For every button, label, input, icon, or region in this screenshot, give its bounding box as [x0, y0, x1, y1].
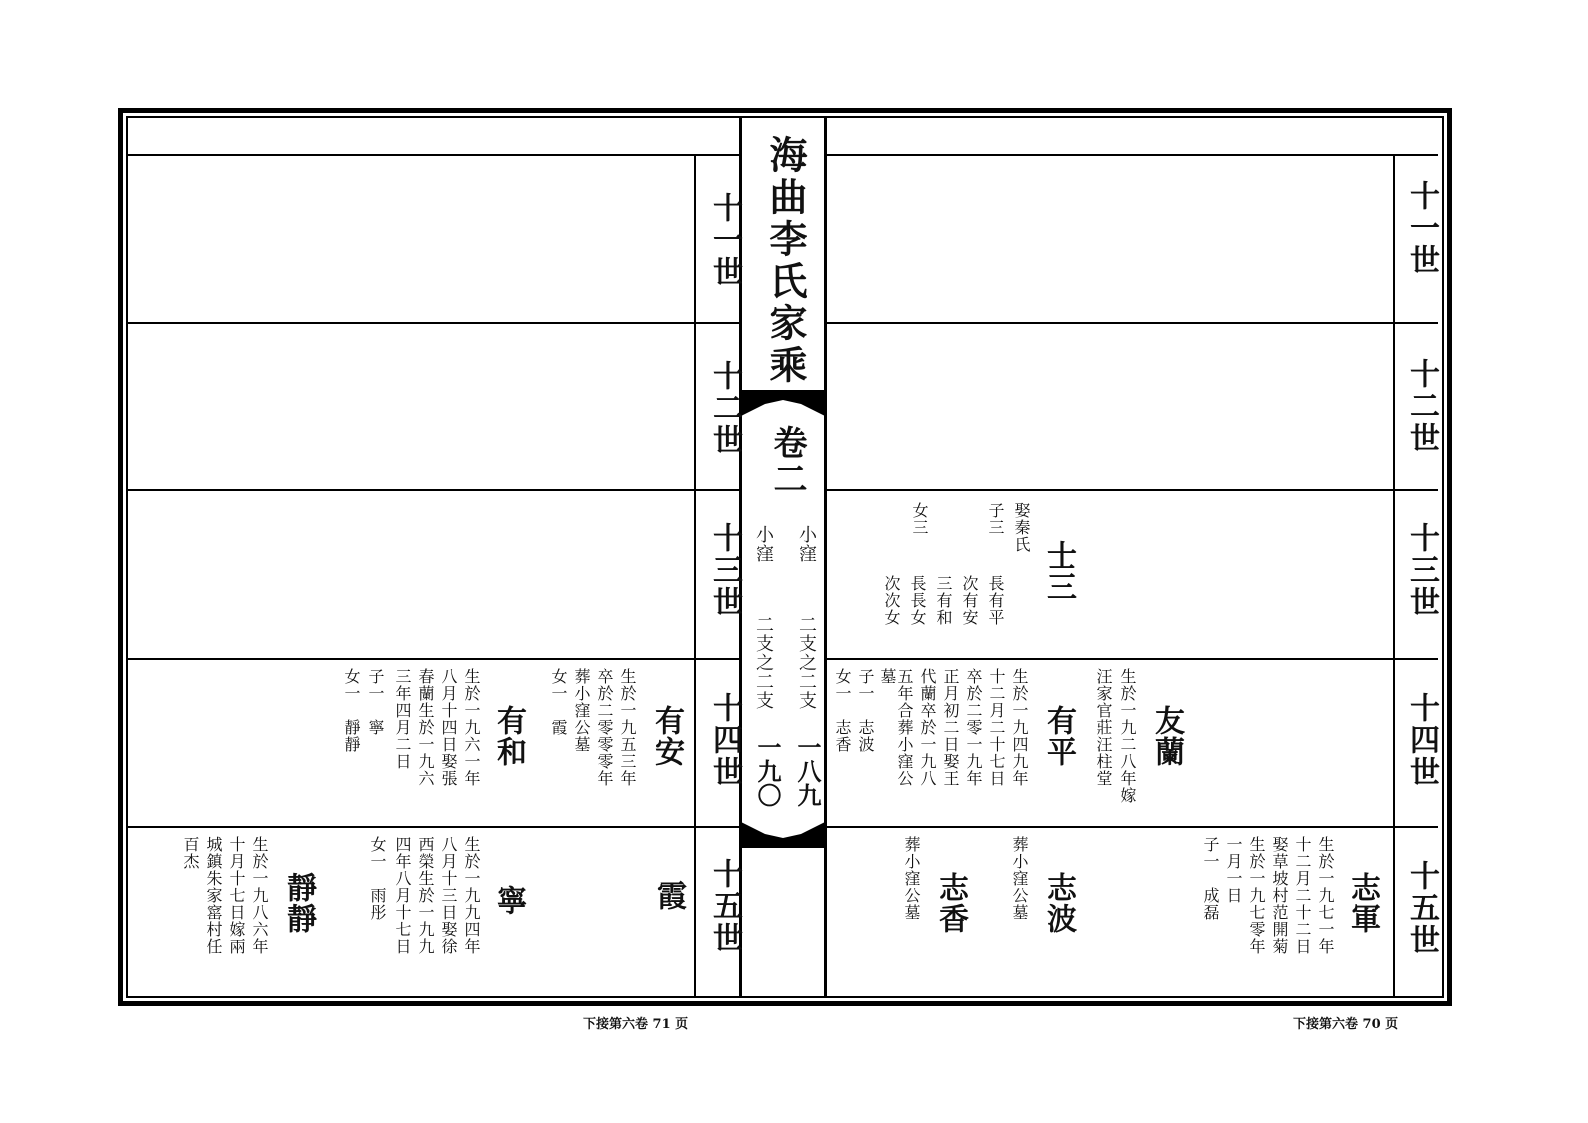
gen-label-12-right: 十二世 — [1404, 358, 1439, 454]
person-daughters: 女三 — [910, 502, 929, 536]
gen-label-14-left: 十四世 — [707, 692, 742, 788]
spine-band-bottom — [741, 822, 825, 848]
footer-left: 下接第六卷 71 页 — [583, 1017, 689, 1032]
bio-line: 墓 — [878, 668, 897, 685]
bio-line: 生於一九八六年 — [250, 836, 269, 955]
row-line — [826, 489, 1438, 491]
gen-label-14-right: 十四世 — [1404, 692, 1439, 788]
row-line — [128, 322, 740, 324]
child-entry: 子一 寧 — [366, 668, 385, 736]
spine-right-page: 一八九 — [793, 735, 822, 807]
bio-line: 卒於二零零零年 — [595, 668, 614, 787]
spine-band-top — [741, 390, 825, 416]
spine-right-branch-sub: 二支之二支 — [796, 615, 817, 710]
person-name: 靜靜 — [281, 872, 316, 934]
bio-line: 八月十四日娶張 — [439, 668, 458, 787]
bio-line: 四年八月十七日 — [393, 836, 412, 955]
person-name: 寧 — [491, 885, 526, 916]
bio-line: 卒於二零一九年 — [964, 668, 983, 787]
bio-line: 生於一九七零年 — [1247, 836, 1266, 955]
row-line — [128, 658, 740, 660]
top-band-line-right — [826, 154, 1438, 156]
bio-line: 十月十七日嫁兩 — [227, 836, 246, 955]
person-name: 士三 — [1041, 540, 1076, 602]
bio-line: 十二月二十二日 — [1293, 836, 1312, 955]
bio-line: 生於一九六一年 — [462, 668, 481, 787]
bio-line: 西榮生於一九九 — [416, 836, 435, 955]
bio-line: 十二月二十七日 — [987, 668, 1006, 787]
bio-line: 生於一九四九年 — [1010, 668, 1029, 787]
bio-line: 汪家官莊汪柱堂 — [1094, 668, 1113, 787]
person-spouse: 娶秦氏 — [1012, 502, 1031, 553]
bio-line: 生於一九九四年 — [462, 836, 481, 955]
bio-line: 正月初二日娶王 — [941, 668, 960, 787]
gen-label-15-left: 十五世 — [707, 858, 742, 954]
child-entry: 女一 靜靜 — [342, 668, 361, 753]
person-name: 有平 — [1041, 705, 1076, 767]
spine-line-right — [824, 116, 827, 998]
child-entry: 女一 志香 — [833, 668, 852, 753]
child-entry: 子一 成磊 — [1201, 836, 1220, 921]
book-title: 海曲李氏家乘 — [763, 135, 808, 387]
gen-col-line-left — [694, 154, 696, 996]
bio-line: 生於一九五三年 — [618, 668, 637, 787]
person-name: 志香 — [933, 872, 968, 934]
bio-line: 葬小窪公墓 — [572, 668, 591, 753]
child-entry: 女一 雨彤 — [368, 836, 387, 921]
row-line — [826, 658, 1438, 660]
row-line — [826, 826, 1438, 828]
gen-label-11-left: 十一世 — [707, 192, 742, 288]
gen-col-line-right — [1393, 154, 1395, 996]
top-band-line-left — [128, 154, 740, 156]
gen-label-12-left: 十二世 — [707, 360, 742, 456]
row-line — [826, 322, 1438, 324]
person-name: 有安 — [649, 705, 684, 767]
child-entry: 次有安 — [960, 575, 979, 626]
child-entry: 長有平 — [986, 575, 1005, 626]
child-entry: 子一 志波 — [856, 668, 875, 753]
volume-label: 卷二 — [767, 425, 807, 497]
person-name: 有和 — [491, 705, 526, 767]
footer-right: 下接第六卷 70 页 — [1293, 1017, 1399, 1032]
bio-line: 葬小窪公墓 — [902, 836, 921, 921]
spine-left-branch-sub: 二支之二支 — [753, 615, 774, 710]
bio-line: 生於一九二八年嫁 — [1118, 668, 1137, 804]
bio-line: 三年四月二日 — [393, 668, 412, 770]
gen-label-11-right: 十一世 — [1404, 180, 1439, 276]
bio-line: 一月一日 — [1224, 836, 1243, 904]
bio-line: 生於一九七一年 — [1316, 836, 1335, 955]
bio-line: 八月十三日娶徐 — [439, 836, 458, 955]
spine-right-branch: 小窪 — [796, 525, 817, 563]
gen-label-15-right: 十五世 — [1404, 860, 1439, 956]
spine-left-branch: 小窪 — [753, 525, 774, 563]
child-entry: 女一 霞 — [549, 668, 568, 736]
row-line — [128, 489, 740, 491]
person-name: 志軍 — [1345, 872, 1380, 934]
row-line — [128, 826, 740, 828]
child-entry: 長長女 — [908, 575, 927, 626]
child-entry: 次次女 — [882, 575, 901, 626]
bio-line: 城鎮朱家窰村任 — [204, 836, 223, 955]
person-name: 友蘭 — [1149, 705, 1184, 767]
person-name: 霞 — [651, 880, 686, 911]
spine-left-page: 一九〇 — [753, 735, 782, 807]
person-name: 志波 — [1041, 872, 1076, 934]
gen-label-13-right: 十三世 — [1404, 522, 1439, 618]
child-entry: 三有和 — [934, 575, 953, 626]
bio-line: 五年合葬小窪公 — [895, 668, 914, 787]
bio-line: 娶草坡村范開菊 — [1270, 836, 1289, 955]
gen-label-13-left: 十三世 — [707, 522, 742, 618]
bio-line: 百杰 — [181, 836, 200, 870]
person-sons: 子三 — [986, 502, 1005, 536]
bio-line: 代蘭卒於一九八 — [918, 668, 937, 787]
bio-line: 葬小窪公墓 — [1010, 836, 1029, 921]
bio-line: 春蘭生於一九六 — [416, 668, 435, 787]
